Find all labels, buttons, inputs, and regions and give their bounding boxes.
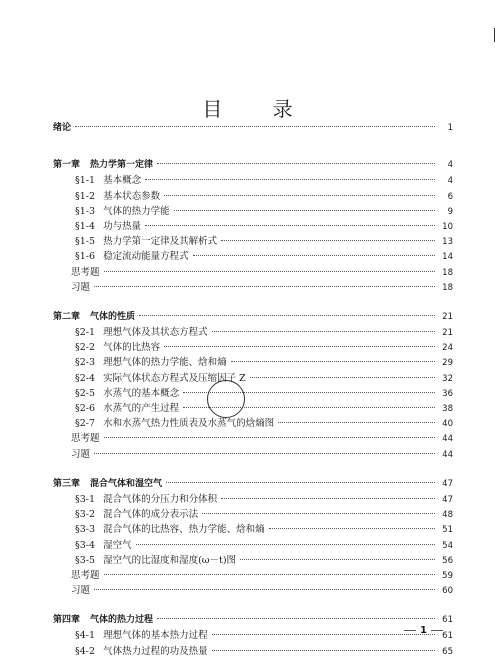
toc-section-entry[interactable] bbox=[53, 355, 453, 370]
page-title: 目 录 bbox=[202, 97, 315, 122]
section-title: 基本状态参数 bbox=[103, 190, 161, 202]
section-number: §1-6 bbox=[75, 251, 96, 263]
section-number: §3-5 bbox=[75, 554, 96, 566]
section-title: 水蒸气的基本概念 bbox=[103, 387, 180, 399]
toc-entry-intro[interactable] bbox=[53, 121, 453, 136]
toc-page-number: 60 bbox=[442, 586, 453, 597]
section-title: 混合气体的成分表示法 bbox=[103, 509, 199, 521]
leader-dots bbox=[221, 498, 435, 499]
toc-page-number: 24 bbox=[442, 343, 453, 354]
chapter-title: 气体的热力过程 bbox=[90, 615, 154, 626]
toc-page-number: 14 bbox=[442, 252, 453, 263]
footer-rule-left bbox=[404, 630, 416, 631]
exercise-title: 思考题 bbox=[71, 569, 100, 581]
chapter-title: 气体的性质 bbox=[90, 311, 136, 322]
chapter-number: 第一章 bbox=[53, 160, 81, 171]
section-number: §2-4 bbox=[75, 372, 96, 384]
leader-dots bbox=[157, 618, 435, 619]
leader-dots bbox=[166, 482, 435, 483]
toc-chapter-heading[interactable] bbox=[53, 477, 453, 492]
toc-page-number: 61 bbox=[442, 615, 453, 626]
toc-section-entry[interactable] bbox=[53, 492, 453, 507]
section-title: 湿空气的比湿度和湿度(ω－t)图 bbox=[103, 554, 237, 566]
toc-section-entry[interactable] bbox=[53, 219, 453, 234]
exercise-title: 习题 bbox=[71, 281, 91, 293]
toc-page-number: 29 bbox=[442, 358, 453, 369]
leader-dots bbox=[202, 513, 435, 514]
toc-page-number: 32 bbox=[442, 373, 453, 384]
toc-section-entry[interactable] bbox=[53, 371, 453, 386]
leader-dots bbox=[164, 346, 435, 347]
section-title: 功与热量 bbox=[103, 220, 142, 232]
leader-dots bbox=[104, 574, 435, 575]
toc-page-number: 44 bbox=[442, 434, 453, 445]
leader-dots bbox=[94, 286, 435, 287]
toc-exercise-entry[interactable] bbox=[53, 568, 453, 583]
section-number: §2-1 bbox=[75, 327, 96, 339]
section-title: 实际气体状态方程式及压缩因子 Z bbox=[103, 372, 246, 384]
leader-dots bbox=[278, 422, 435, 423]
toc-page-number: 1 bbox=[447, 123, 453, 133]
section-number: §1-3 bbox=[75, 205, 96, 217]
section-number: §2-7 bbox=[75, 418, 96, 430]
toc-section-entry[interactable] bbox=[53, 189, 453, 204]
scan-edge-mark bbox=[484, 28, 495, 42]
leader-dots bbox=[193, 255, 435, 256]
section-number: §3-3 bbox=[75, 524, 96, 536]
leader-dots bbox=[174, 210, 435, 211]
leader-dots bbox=[94, 453, 435, 454]
toc-page-number: 18 bbox=[442, 282, 453, 293]
section-title: 理想气体及其状态方程式 bbox=[103, 327, 208, 339]
toc-section-entry[interactable] bbox=[53, 628, 453, 643]
footer-rule-right bbox=[431, 630, 443, 631]
section-number: §4-2 bbox=[75, 645, 96, 657]
section-title: 气体的热力学能 bbox=[103, 205, 170, 217]
toc-section-entry[interactable] bbox=[53, 507, 453, 522]
exercise-title: 思考题 bbox=[71, 433, 100, 445]
toc-section-entry[interactable] bbox=[53, 538, 453, 553]
toc-chapter-heading[interactable] bbox=[53, 158, 453, 173]
leader-dots bbox=[157, 163, 435, 164]
leader-dots bbox=[104, 271, 435, 272]
toc-page-number: 56 bbox=[442, 555, 453, 566]
page-footer bbox=[400, 625, 447, 636]
exercise-title: 习题 bbox=[71, 448, 91, 460]
leader-dots bbox=[104, 437, 435, 438]
toc-section-entry[interactable] bbox=[53, 386, 453, 401]
section-number: §1-5 bbox=[75, 236, 96, 248]
toc-page-number: 10 bbox=[442, 221, 453, 232]
toc-exercise-entry[interactable] bbox=[53, 265, 453, 280]
leader-dots bbox=[250, 377, 435, 378]
section-number: §2-3 bbox=[75, 357, 96, 369]
toc-page-number: 6 bbox=[447, 191, 453, 202]
leader-dots bbox=[75, 126, 435, 127]
section-title: 热力学第一定律及其解析式 bbox=[103, 236, 218, 248]
toc-page-number: 44 bbox=[442, 449, 453, 460]
toc-section-entry[interactable] bbox=[53, 401, 453, 416]
section-title: 水和水蒸气热力性质表及水蒸气的焓熵图 bbox=[103, 418, 275, 430]
section-title: 基本概念 bbox=[103, 175, 142, 187]
toc-page-number: 47 bbox=[442, 494, 453, 505]
toc-page-number: 21 bbox=[442, 328, 453, 339]
section-title: 水蒸气的产生过程 bbox=[103, 403, 180, 414]
toc-exercise-entry[interactable] bbox=[53, 280, 453, 295]
toc-section-entry[interactable] bbox=[53, 173, 453, 188]
chapter-title: 热力学第一定律 bbox=[90, 160, 154, 171]
chapter-title: 混合气体和湿空气 bbox=[90, 478, 163, 489]
section-title: 混合气体的比热容、热力学能、焓和熵 bbox=[103, 524, 265, 536]
toc-page-number: 38 bbox=[442, 404, 453, 414]
toc-section-entry[interactable] bbox=[53, 234, 453, 249]
toc-page-number: 13 bbox=[442, 237, 453, 248]
leader-dots bbox=[212, 331, 435, 332]
leader-dots bbox=[231, 361, 435, 362]
toc-exercise-entry[interactable] bbox=[53, 447, 453, 462]
toc-chapter-heading[interactable] bbox=[53, 613, 453, 628]
footer-page-number: 1 bbox=[420, 625, 427, 636]
leader-dots bbox=[164, 195, 435, 196]
toc-chapter-heading[interactable] bbox=[53, 310, 453, 325]
pen-circle-mark bbox=[207, 380, 245, 418]
exercise-title: 习题 bbox=[71, 585, 91, 597]
toc-page-number: 51 bbox=[442, 525, 453, 536]
chapter-number: 第二章 bbox=[53, 311, 81, 322]
toc-page-number: 40 bbox=[442, 419, 453, 430]
toc-exercise-entry[interactable] bbox=[53, 431, 453, 446]
toc-section-entry[interactable] bbox=[53, 340, 453, 355]
section-number: §1-4 bbox=[75, 220, 96, 232]
leader-dots bbox=[240, 559, 435, 560]
toc-section-entry[interactable] bbox=[53, 644, 453, 659]
section-title: 混合气体的分压力和分体积 bbox=[103, 493, 218, 505]
section-title: 稳定流动能量方程式 bbox=[103, 251, 189, 263]
leader-dots bbox=[145, 225, 435, 226]
leader-dots bbox=[139, 315, 435, 316]
section-title: 理想气体的热力学能、焓和熵 bbox=[103, 357, 227, 369]
toc-section-entry[interactable] bbox=[53, 325, 453, 340]
section-title: 气体热力过程的功及热量 bbox=[103, 645, 208, 657]
section-number: §3-2 bbox=[75, 509, 96, 521]
leader-dots bbox=[212, 650, 435, 651]
leader-dots bbox=[94, 589, 435, 590]
toc-entry-label: 绪论 bbox=[53, 123, 72, 133]
leader-dots bbox=[145, 179, 435, 180]
exercise-title: 思考题 bbox=[71, 266, 100, 278]
section-number: §3-1 bbox=[75, 493, 96, 505]
section-title: 湿空气 bbox=[103, 539, 132, 551]
section-title: 气体的比热容 bbox=[103, 342, 161, 354]
chapter-number: 第三章 bbox=[53, 478, 81, 489]
toc-page-number: 61 bbox=[442, 631, 453, 642]
section-number: §1-1 bbox=[75, 175, 96, 187]
toc-page-number: 48 bbox=[442, 510, 453, 521]
chapter-number: 第四章 bbox=[53, 615, 81, 626]
section-number: §2-5 bbox=[75, 387, 96, 399]
toc-page-number: 54 bbox=[442, 540, 453, 551]
toc-page-number: 47 bbox=[442, 478, 453, 489]
toc-page-number: 59 bbox=[442, 570, 453, 581]
section-title: 理想气体的基本热力过程 bbox=[103, 630, 208, 642]
leader-dots bbox=[221, 240, 435, 241]
leader-dots bbox=[136, 544, 435, 545]
chapter-list bbox=[53, 158, 453, 659]
section-number: §2-6 bbox=[75, 403, 96, 414]
section-number: §1-2 bbox=[75, 190, 96, 202]
toc-exercise-entry[interactable] bbox=[53, 583, 453, 598]
section-number: §3-4 bbox=[75, 539, 96, 551]
section-number: §4-1 bbox=[75, 630, 96, 642]
section-number: §2-2 bbox=[75, 342, 96, 354]
table-of-contents bbox=[53, 121, 453, 659]
toc-section-entry[interactable] bbox=[53, 553, 453, 568]
toc-section-entry[interactable] bbox=[53, 249, 453, 264]
toc-page-number: 18 bbox=[442, 267, 453, 278]
toc-section-entry[interactable] bbox=[53, 204, 453, 219]
toc-page-number: 4 bbox=[447, 160, 453, 171]
toc-page-number: 9 bbox=[447, 206, 453, 217]
toc-page-number: 65 bbox=[442, 646, 453, 657]
toc-section-entry[interactable] bbox=[53, 522, 453, 537]
toc-page-number: 4 bbox=[447, 176, 453, 187]
leader-dots bbox=[269, 528, 435, 529]
toc-page-number: 36 bbox=[442, 388, 453, 399]
toc-page-number: 21 bbox=[442, 311, 453, 322]
toc-section-entry[interactable] bbox=[53, 416, 453, 431]
